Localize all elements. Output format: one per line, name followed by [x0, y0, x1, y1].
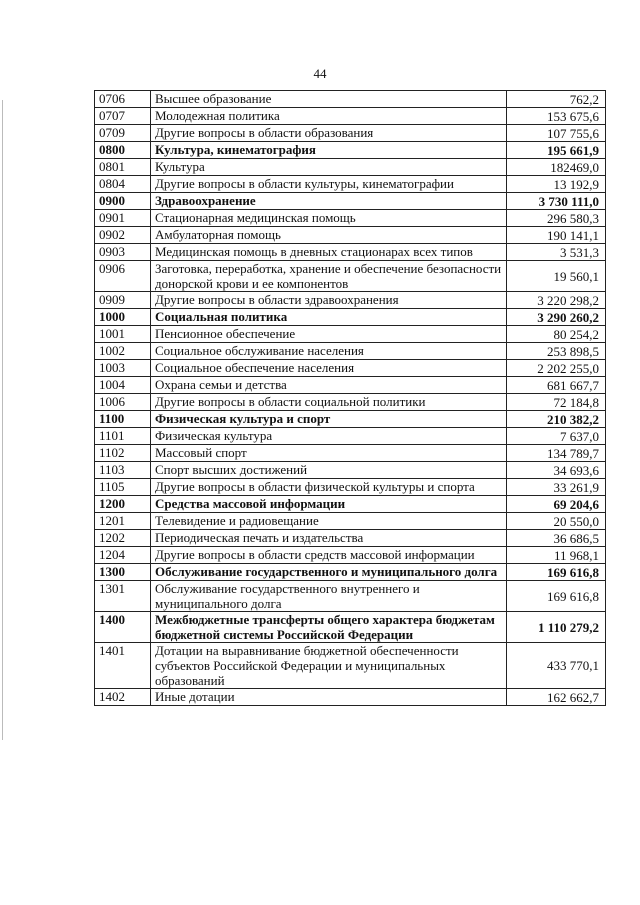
row-amount: 1 110 279,2	[507, 612, 606, 643]
row-name: Периодическая печать и издательства	[151, 530, 507, 547]
row-code: 0804	[95, 176, 151, 193]
table-row	[95, 210, 606, 227]
budget-table	[94, 90, 606, 706]
table-row	[95, 394, 606, 411]
row-amount: 681 667,7	[507, 377, 606, 394]
row-code: 0707	[95, 108, 151, 125]
row-amount: 190 141,1	[507, 227, 606, 244]
row-amount: 195 661,9	[507, 142, 606, 159]
row-name: Обслуживание государственного и муниципального долга	[151, 564, 507, 581]
row-amount: 433 770,1	[507, 643, 606, 689]
row-code: 0709	[95, 125, 151, 142]
row-name: Другие вопросы в области здравоохранения	[151, 292, 507, 309]
row-name: Физическая культура и спорт	[151, 411, 507, 428]
row-name: Пенсионное обеспечение	[151, 326, 507, 343]
row-name: Другие вопросы в области социальной политики	[151, 394, 507, 411]
row-code: 1100	[95, 411, 151, 428]
row-amount: 20 550,0	[507, 513, 606, 530]
row-amount: 34 693,6	[507, 462, 606, 479]
table-row	[95, 108, 606, 125]
row-name: Амбулаторная помощь	[151, 227, 507, 244]
row-code: 1103	[95, 462, 151, 479]
table-row	[95, 227, 606, 244]
row-amount: 11 968,1	[507, 547, 606, 564]
table-row	[95, 309, 606, 326]
row-amount: 3 531,3	[507, 244, 606, 261]
row-code: 1204	[95, 547, 151, 564]
table-row	[95, 445, 606, 462]
row-amount: 162 662,7	[507, 689, 606, 706]
row-code: 1200	[95, 496, 151, 513]
row-code: 1101	[95, 428, 151, 445]
table-row	[95, 496, 606, 513]
row-code: 0901	[95, 210, 151, 227]
table-row	[95, 142, 606, 159]
table-row	[95, 360, 606, 377]
row-code: 0706	[95, 91, 151, 108]
row-amount: 3 730 111,0	[507, 193, 606, 210]
row-amount: 296 580,3	[507, 210, 606, 227]
row-name: Медицинская помощь в дневных стационарах всех типов	[151, 244, 507, 261]
row-code: 1001	[95, 326, 151, 343]
table-row	[95, 159, 606, 176]
table-row	[95, 91, 606, 108]
row-amount: 3 220 298,2	[507, 292, 606, 309]
row-amount: 134 789,7	[507, 445, 606, 462]
row-code: 0800	[95, 142, 151, 159]
row-amount: 36 686,5	[507, 530, 606, 547]
row-name: Стационарная медицинская помощь	[151, 210, 507, 227]
table-row	[95, 581, 606, 612]
table-row	[95, 193, 606, 210]
row-name: Другие вопросы в области культуры, кинематографии	[151, 176, 507, 193]
row-name: Другие вопросы в области средств массовой информации	[151, 547, 507, 564]
table-row	[95, 261, 606, 292]
row-code: 1401	[95, 643, 151, 689]
row-name: Высшее образование	[151, 91, 507, 108]
row-name: Дотации на выравнивание бюджетной обеспеченности субъектов Российской Федерации и муниципальных образований	[151, 643, 507, 689]
table-row	[95, 513, 606, 530]
table-row	[95, 411, 606, 428]
row-code: 1000	[95, 309, 151, 326]
row-amount: 7 637,0	[507, 428, 606, 445]
row-code: 1402	[95, 689, 151, 706]
row-amount: 169 616,8	[507, 564, 606, 581]
row-code: 0906	[95, 261, 151, 292]
table-row	[95, 176, 606, 193]
row-code: 1201	[95, 513, 151, 530]
table-row	[95, 326, 606, 343]
table-row	[95, 643, 606, 689]
row-name: Обслуживание государственного внутреннего и муниципального долга	[151, 581, 507, 612]
row-code: 1102	[95, 445, 151, 462]
row-name: Культура, кинематография	[151, 142, 507, 159]
row-amount: 72 184,8	[507, 394, 606, 411]
table-row	[95, 244, 606, 261]
row-amount: 182469,0	[507, 159, 606, 176]
row-code: 1105	[95, 479, 151, 496]
row-code: 0909	[95, 292, 151, 309]
row-amount: 80 254,2	[507, 326, 606, 343]
table-row	[95, 479, 606, 496]
row-name: Телевидение и радиовещание	[151, 513, 507, 530]
row-amount: 253 898,5	[507, 343, 606, 360]
row-amount: 19 560,1	[507, 261, 606, 292]
row-amount: 3 290 260,2	[507, 309, 606, 326]
table-row	[95, 125, 606, 142]
table-row	[95, 462, 606, 479]
row-name: Культура	[151, 159, 507, 176]
row-name: Заготовка, переработка, хранение и обеспечение безопасности донорской крови и ее компонентов	[151, 261, 507, 292]
row-code: 0801	[95, 159, 151, 176]
row-amount: 33 261,9	[507, 479, 606, 496]
table-body	[95, 91, 606, 706]
row-name: Другие вопросы в области физической культуры и спорта	[151, 479, 507, 496]
row-code: 0900	[95, 193, 151, 210]
row-amount: 69 204,6	[507, 496, 606, 513]
table-row	[95, 377, 606, 394]
row-name: Молодежная политика	[151, 108, 507, 125]
row-name: Другие вопросы в области образования	[151, 125, 507, 142]
row-name: Социальное обслуживание населения	[151, 343, 507, 360]
table-row	[95, 292, 606, 309]
row-name: Спорт высших достижений	[151, 462, 507, 479]
row-amount: 2 202 255,0	[507, 360, 606, 377]
row-code: 1301	[95, 581, 151, 612]
row-code: 1006	[95, 394, 151, 411]
row-code: 0903	[95, 244, 151, 261]
row-code: 1002	[95, 343, 151, 360]
row-name: Здравоохранение	[151, 193, 507, 210]
row-name: Социальная политика	[151, 309, 507, 326]
table-row	[95, 428, 606, 445]
row-name: Средства массовой информации	[151, 496, 507, 513]
row-amount: 153 675,6	[507, 108, 606, 125]
page-number: 44	[313, 66, 327, 81]
row-code: 0902	[95, 227, 151, 244]
row-amount: 13 192,9	[507, 176, 606, 193]
row-name: Межбюджетные трансферты общего характера бюджетам бюджетной системы Российской Федерации	[151, 612, 507, 643]
row-name: Физическая культура	[151, 428, 507, 445]
table-row	[95, 547, 606, 564]
row-name: Социальное обеспечение населения	[151, 360, 507, 377]
row-code: 1004	[95, 377, 151, 394]
row-amount: 169 616,8	[507, 581, 606, 612]
row-name: Охрана семьи и детства	[151, 377, 507, 394]
table-row	[95, 343, 606, 360]
table-row	[95, 689, 606, 706]
table-row	[95, 564, 606, 581]
row-amount: 210 382,2	[507, 411, 606, 428]
row-amount: 107 755,6	[507, 125, 606, 142]
table-row	[95, 530, 606, 547]
row-code: 1300	[95, 564, 151, 581]
row-amount: 762,2	[507, 91, 606, 108]
margin-mark	[2, 100, 3, 740]
row-code: 1400	[95, 612, 151, 643]
row-name: Иные дотации	[151, 689, 507, 706]
table-row	[95, 612, 606, 643]
row-code: 1202	[95, 530, 151, 547]
row-name: Массовый спорт	[151, 445, 507, 462]
row-code: 1003	[95, 360, 151, 377]
